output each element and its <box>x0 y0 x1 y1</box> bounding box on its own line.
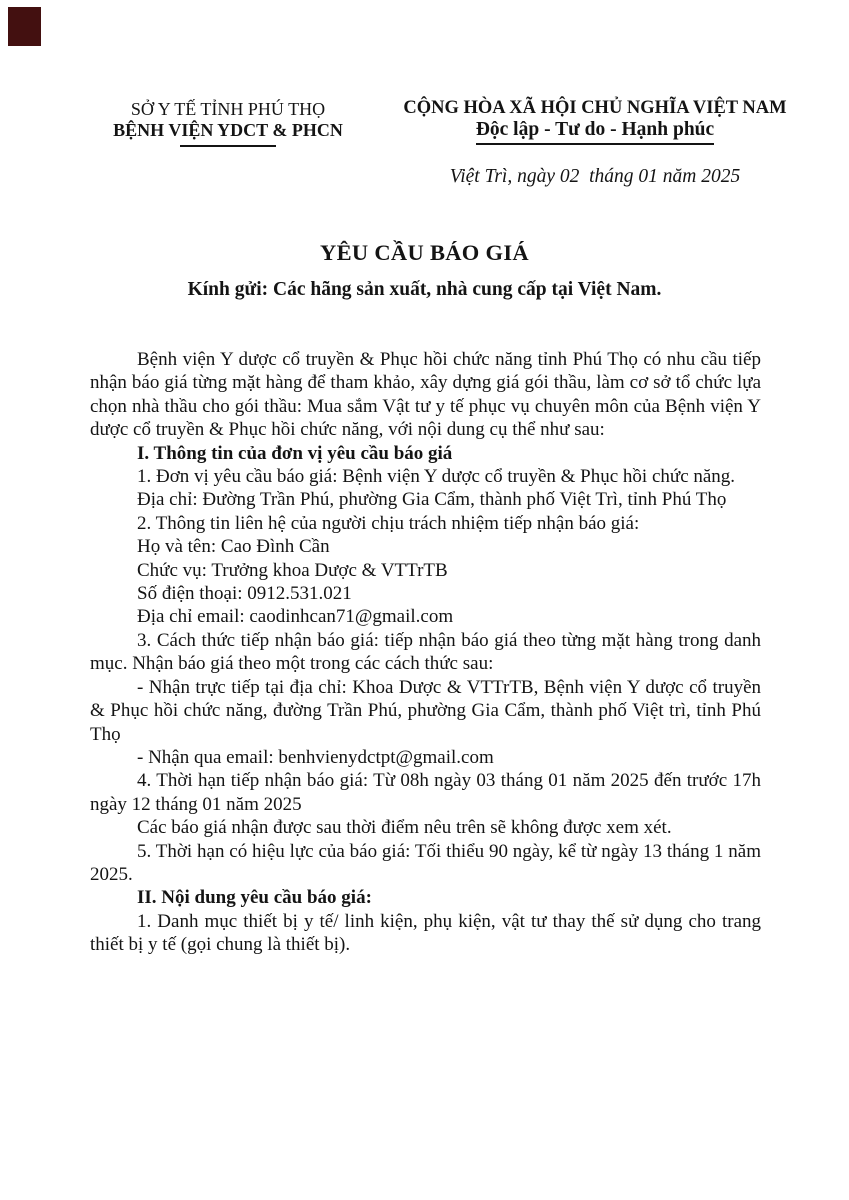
national-title: CỘNG HÒA XÃ HỘI CHỦ NGHĨA VIỆT NAM <box>403 98 787 118</box>
paragraph: Địa chỉ: Đường Trần Phú, phường Gia Cẩm, thành phố Việt Trì, tỉnh Phú Thọ <box>137 489 727 511</box>
org-underline <box>180 145 276 147</box>
paragraph: Chức vụ: Trưởng khoa Dược & VTTrTB <box>137 559 448 581</box>
paragraph: - Nhận trực tiếp tại địa chỉ: Khoa Dược & VTTrTB, Bệnh viện Y dược cổ truyền & Phục hồi chức năng, đường Trần Phú, phường Gia Cẩm, thành phố Việt trì, tỉnh Phú Thọ <box>90 676 761 745</box>
section-heading: I. Thông tin của đơn vị yêu cầu báo giá <box>137 442 453 464</box>
date-line: Việt Trì, ngày 02 tháng 01 năm 2025 <box>449 166 741 187</box>
header-org-block <box>78 99 378 147</box>
national-motto-line <box>400 119 790 145</box>
paragraph: 4. Thời hạn tiếp nhận báo giá: Từ 08h ngày 03 tháng 01 năm 2025 đến trước 17h ngày 12 tháng 01 năm 2025 <box>90 770 761 815</box>
org-name: BỆNH VIỆN YDCT & PHCN <box>113 120 343 140</box>
paragraph: Họ và tên: Cao Đình Cần <box>137 536 330 558</box>
document-body <box>90 348 761 957</box>
paragraph: 2. Thông tin liên hệ của người chịu trách nhiệm tiếp nhận báo giá: <box>137 512 640 534</box>
paragraph: Bệnh viện Y dược cổ truyền & Phục hồi chức năng tỉnh Phú Thọ có nhu cầu tiếp nhận báo giá từng mặt hàng để tham khảo, xây dựng giá gói thầu, làm cơ sở tổ chức lựa chọn nhà thầu cho gói thầu: Mua sắm Vật tư y tế phục vụ chuyên môn của Bệnh viện Y dược cổ truyền & Phục hồi chức năng, với nội dung cụ thể như sau: <box>90 349 761 441</box>
recipient-line: Kính gửi: Các hãng sản xuất, nhà cung cấp tại Việt Nam. <box>187 279 662 300</box>
section-heading: II. Nội dung yêu cầu báo giá: <box>137 887 372 909</box>
paragraph: 5. Thời hạn có hiệu lực của báo giá: Tối thiểu 90 ngày, kể từ ngày 13 tháng 1 năm 2025. <box>90 840 761 885</box>
issuing-authority: SỞ Y TẾ TỈNH PHÚ THỌ <box>130 99 326 119</box>
document-title: YÊU CẦU BÁO GIÁ <box>320 240 529 265</box>
scan-artifact-mark <box>8 7 41 46</box>
paragraph: Số điện thoại: 0912.531.021 <box>137 583 352 605</box>
paragraph: Các báo giá nhận được sau thời điểm nêu trên sẽ không được xem xét. <box>137 817 672 839</box>
paragraph: - Nhận qua email: benhvienydctpt@gmail.com <box>137 746 494 768</box>
paragraph: Địa chỉ email: caodinhcan71@gmail.com <box>137 606 454 628</box>
national-motto: Độc lập - Tư do - Hạnh phúc <box>476 119 714 145</box>
paragraph: 1. Danh mục thiết bị y tế/ linh kiện, phụ kiện, vật tư thay thế sử dụng cho trang thiết bị y tế (gọi chung là thiết bị). <box>90 910 761 956</box>
paragraph: 3. Cách thức tiếp nhận báo giá: tiếp nhận báo giá theo từng mặt hàng trong danh mục. Nhận báo giá theo một trong các cách thức sau: <box>90 629 761 675</box>
header-national-block <box>400 97 790 145</box>
paragraph: 1. Đơn vị yêu cầu báo giá: Bệnh viện Y dược cổ truyền & Phục hồi chức năng. <box>137 466 736 488</box>
